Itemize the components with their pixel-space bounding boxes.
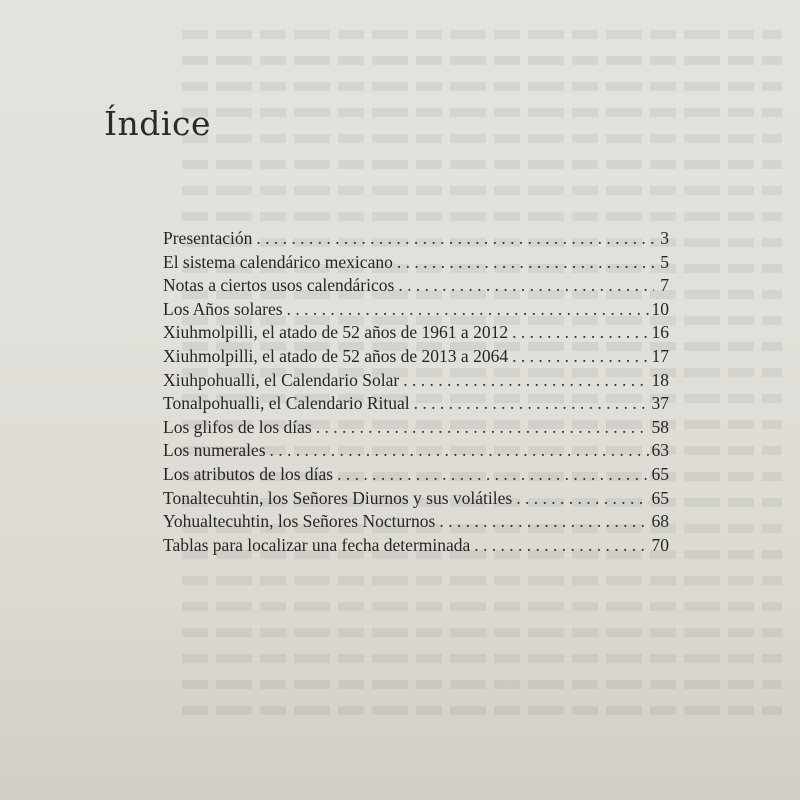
toc-entry-page: 63	[651, 440, 669, 461]
toc-entry-label: Notas a ciertos usos calendáricos	[163, 275, 395, 296]
toc-entry-label: Los numerales	[163, 440, 266, 461]
toc-entry-label: Los atributos de los días	[163, 463, 334, 484]
toc-entry	[163, 440, 669, 464]
toc-entry	[163, 370, 669, 394]
toc-entry-page: 10	[651, 298, 669, 319]
page-title: Índice	[104, 104, 211, 143]
toc-entry-page: 5	[660, 251, 669, 272]
toc-entry	[163, 275, 669, 299]
toc-entry	[163, 417, 669, 441]
toc-leader-dots	[270, 440, 649, 461]
toc-entry-page: 7	[660, 275, 669, 296]
toc-entry	[163, 228, 669, 252]
toc-leader-dots	[316, 417, 649, 438]
toc-entry	[163, 511, 669, 535]
toc-leader-dots	[398, 275, 654, 296]
toc-entry	[163, 488, 669, 512]
toc-entry-label: Yohualtecuhtin, los Señores Nocturnos	[163, 511, 436, 532]
toc-leader-dots	[287, 299, 649, 320]
toc-leader-dots	[516, 488, 648, 509]
toc-leader-dots	[512, 346, 648, 367]
toc-entry-page: 3	[660, 228, 669, 248]
toc-entry-page: 68	[651, 511, 669, 532]
toc-entry-label: Presentación	[163, 228, 253, 248]
toc-entry-label: Los glifos de los días	[163, 416, 312, 437]
toc-entry-page: 37	[651, 393, 669, 414]
toc-entry	[163, 393, 669, 417]
toc-entry-page: 65	[651, 487, 669, 508]
toc-leader-dots	[512, 322, 648, 343]
toc-entry-page: 16	[651, 322, 669, 343]
toc-leader-dots	[337, 464, 648, 485]
toc-leader-dots	[397, 252, 654, 273]
toc-entry-page: 17	[651, 345, 669, 366]
toc-leader-dots	[403, 370, 648, 391]
toc-entry-label: Tonaltecuhtin, los Señores Diurnos y sus volátiles	[163, 487, 513, 508]
toc-leader-dots	[474, 535, 648, 556]
toc-entry	[163, 322, 669, 346]
toc-entry-label: Xiuhmolpilli, el atado de 52 años de 1961 a 2012	[163, 322, 509, 343]
toc-entry	[163, 535, 669, 559]
toc-leader-dots	[256, 228, 654, 249]
toc-entry	[163, 464, 669, 488]
toc-entry	[163, 346, 669, 370]
toc-entry-label: Tonalpohualli, el Calendario Ritual	[163, 393, 410, 414]
toc-entry-label: El sistema calendárico mexicano	[163, 251, 393, 272]
toc-entry	[163, 252, 669, 276]
toc-entry-label: Xiuhmolpilli, el atado de 52 años de 2013 a 2064	[163, 345, 509, 366]
toc-entry	[163, 299, 669, 323]
toc-entry-page: 65	[651, 463, 669, 484]
toc-entry-page: 18	[651, 369, 669, 390]
toc-leader-dots	[439, 511, 648, 532]
toc-entry-label: Los Años solares	[163, 298, 283, 319]
toc-entry-page: 70	[651, 534, 669, 555]
table-of-contents	[163, 228, 669, 558]
toc-entry-page: 58	[651, 416, 669, 437]
toc-entry-label: Tablas para localizar una fecha determinada	[163, 534, 471, 555]
toc-entry-label: Xiuhpohualli, el Calendario Solar	[163, 369, 400, 390]
toc-leader-dots	[414, 393, 649, 414]
